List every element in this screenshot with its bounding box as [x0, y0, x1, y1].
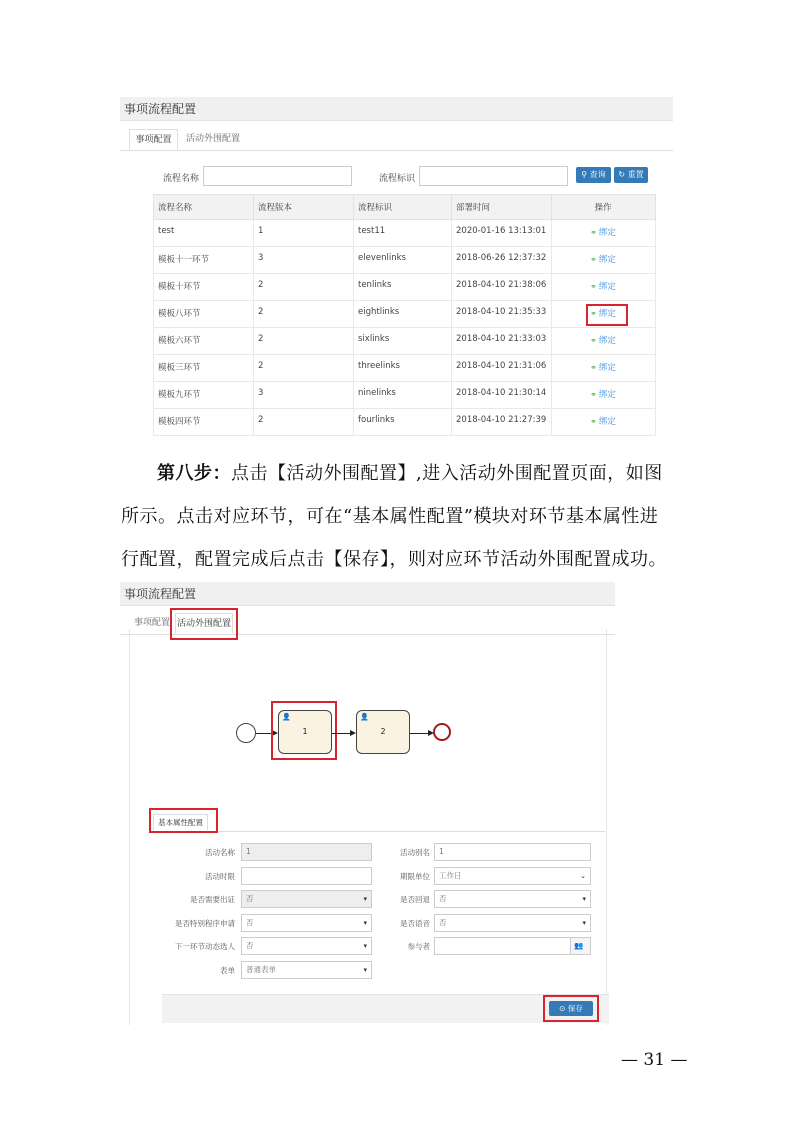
activity-name-field[interactable]: 1: [241, 843, 372, 861]
tab-bar: [120, 126, 673, 151]
activity-node-2[interactable]: [356, 710, 410, 754]
fallback-label: 是否回退: [400, 895, 430, 904]
table-row: [154, 355, 656, 382]
caret-down-icon: ▾: [363, 942, 367, 950]
cell-process-id: test11: [354, 220, 452, 247]
activity-name-label: 活动名称: [205, 848, 235, 857]
link-icon: ⚭: [590, 228, 597, 237]
end-event-circle[interactable]: [433, 723, 451, 741]
link-icon: ⚭: [590, 390, 597, 399]
process-id-input[interactable]: [419, 166, 568, 186]
panel-title-2: 事项流程配置: [120, 582, 615, 606]
search-icon: ⚲: [581, 170, 588, 179]
cell-deploy-time: 2018-04-10 21:27:39: [452, 409, 552, 436]
cell-process-id: elevenlinks: [354, 247, 452, 274]
next-select-label: 下一环节动态选人: [175, 942, 235, 951]
cell-deploy-time: 2018-06-26 12:37:32: [452, 247, 552, 274]
form-select[interactable]: [241, 961, 372, 979]
link-icon: ⚭: [590, 309, 597, 318]
cell-deploy-time: 2018-04-10 21:31:06: [452, 355, 552, 382]
header-deploy-time: 部署时间: [452, 195, 552, 220]
bind-link[interactable]: [590, 417, 616, 427]
flow-arrow-2: [332, 733, 352, 734]
limit-unit-value: 工作日: [439, 871, 462, 880]
table-row: [154, 328, 656, 355]
cell-process-id: tenlinks: [354, 274, 452, 301]
chevron-down-icon: ⌄: [580, 872, 586, 880]
link-icon: ⚭: [590, 282, 597, 291]
cell-process-name: 模板九环节: [154, 382, 254, 409]
cell-process-id: ninelinks: [354, 382, 452, 409]
form-value: 普通表单: [246, 965, 276, 974]
cell-version: 3: [254, 382, 354, 409]
cell-process-id: threelinks: [354, 355, 452, 382]
cell-action: [552, 274, 656, 301]
bind-link[interactable]: [590, 282, 616, 292]
participant-picker-button[interactable]: [570, 937, 591, 955]
participant-label: 参与者: [407, 942, 430, 951]
tab-activity-periphery-2[interactable]: 活动外围配置: [175, 613, 233, 634]
refresh-icon: ↻: [618, 170, 626, 179]
bind-link[interactable]: [590, 363, 616, 373]
limit-unit-select[interactable]: [434, 867, 591, 885]
header-version: 流程版本: [254, 195, 354, 220]
process-config-screenshot-2: [120, 582, 615, 1025]
save-button-label: 保存: [567, 1004, 583, 1013]
subtab-bar: [151, 814, 605, 832]
table-row: [154, 301, 656, 328]
node-1-label: 1: [302, 727, 308, 736]
table-row: [154, 409, 656, 436]
cell-deploy-time: 2018-04-10 21:30:14: [452, 382, 552, 409]
activity-alias-field[interactable]: 1: [434, 843, 591, 861]
highlight-basic-tab: [149, 808, 218, 833]
participant-field[interactable]: [434, 937, 571, 955]
cell-process-name: 模板六环节: [154, 328, 254, 355]
cell-process-name: 模板十环节: [154, 274, 254, 301]
table-header-row: [154, 195, 656, 220]
instruction-line-1: [121, 459, 681, 485]
link-icon: ⚭: [590, 336, 597, 345]
cell-deploy-time: 2018-04-10 21:33:03: [452, 328, 552, 355]
cell-process-name: 模板三环节: [154, 355, 254, 382]
start-event-circle[interactable]: [236, 723, 256, 743]
limit-unit-label: 期限单位: [400, 872, 430, 881]
cell-process-name: 模板四环节: [154, 409, 254, 436]
cell-version: 2: [254, 355, 354, 382]
form-label: 表单: [220, 966, 235, 975]
query-button[interactable]: [576, 167, 611, 183]
instruction-line-3: 行配置，配置完成后点击【保存】，则对应环节活动外围配置成功。: [121, 549, 667, 570]
need-cert-label: 是否需要出证: [190, 895, 235, 904]
fallback-select[interactable]: [434, 890, 591, 908]
read-value: 否: [439, 918, 447, 927]
link-icon: ⚭: [590, 417, 597, 426]
bind-link[interactable]: [590, 255, 616, 265]
cell-process-id: fourlinks: [354, 409, 452, 436]
node-2-label: 2: [380, 727, 386, 736]
link-icon: ⚭: [590, 363, 597, 372]
line1-text: 点击【活动外围配置】,进入活动外围配置页面，如图: [231, 463, 663, 484]
cell-version: 2: [254, 409, 354, 436]
cell-action: [552, 220, 656, 247]
bind-link-label: 绑定: [598, 282, 616, 292]
header-action: 操作: [552, 195, 656, 220]
cell-process-id: eightlinks: [354, 301, 452, 328]
reset-button[interactable]: [614, 167, 648, 183]
table-row: [154, 274, 656, 301]
cell-version: 1: [254, 220, 354, 247]
bind-link-label: 绑定: [598, 309, 616, 319]
form-footer-bar: [162, 994, 609, 1023]
highlight-bind-button: [586, 304, 628, 326]
tab-activity-periphery[interactable]: 活动外围配置: [185, 134, 240, 144]
process-name-label: 流程名称: [163, 174, 200, 184]
cell-deploy-time: 2018-04-10 21:38:06: [452, 274, 552, 301]
caret-down-icon: ▾: [582, 895, 586, 903]
header-process-id: 流程标识: [354, 195, 452, 220]
fallback-value: 否: [439, 894, 447, 903]
bind-link-label: 绑定: [598, 336, 616, 346]
cell-process-name: 模板十一环节: [154, 247, 254, 274]
tab-basic-properties[interactable]: 基本属性配置: [153, 814, 208, 831]
reset-button-label: 重置: [627, 170, 644, 179]
table-row: [154, 247, 656, 274]
bind-link-label: 绑定: [598, 255, 616, 265]
cell-process-name: 模板八环节: [154, 301, 254, 328]
cell-version: 3: [254, 247, 354, 274]
cell-version: 2: [254, 301, 354, 328]
table-row: [154, 382, 656, 409]
panel-title: 事项流程配置: [120, 97, 673, 121]
bind-link-label: 绑定: [598, 417, 616, 427]
table-row: [154, 220, 656, 247]
cell-action: [552, 382, 656, 409]
read-label: 是否语音: [400, 919, 430, 928]
special-proc-value: 否: [246, 918, 254, 927]
bind-link[interactable]: [590, 336, 616, 346]
bind-link-label: 绑定: [598, 390, 616, 400]
tab-item-config[interactable]: 事项配置: [129, 129, 178, 150]
caret-down-icon: ▾: [363, 966, 367, 974]
process-name-input[interactable]: [203, 166, 352, 186]
bind-link[interactable]: [590, 390, 616, 400]
cell-process-name: test: [154, 220, 254, 247]
caret-down-icon: ▾: [582, 919, 586, 927]
caret-down-icon: ▾: [363, 895, 367, 903]
special-proc-label: 是否特别程序申请: [175, 919, 235, 928]
step-label: 第八步：: [157, 463, 231, 484]
next-select-value: 否: [246, 941, 254, 950]
link-icon: ⚭: [590, 255, 597, 264]
header-process-name: 流程名称: [154, 195, 254, 220]
cell-deploy-time: 2020-01-16 13:13:01: [452, 220, 552, 247]
bind-link-label: 绑定: [598, 363, 616, 373]
cell-version: 2: [254, 328, 354, 355]
users-icon: 👥: [574, 941, 584, 950]
cell-version: 2: [254, 274, 354, 301]
activity-alias-label: 活动别名: [400, 848, 430, 857]
flow-arrow-3: [410, 733, 430, 734]
caret-down-icon: ▾: [363, 919, 367, 927]
process-config-screenshot-1: [120, 97, 673, 446]
save-icon: ⊙: [559, 1004, 566, 1013]
time-limit-label: 活动时限: [205, 872, 235, 881]
query-button-label: 查询: [589, 170, 606, 179]
need-cert-value: 否: [246, 894, 254, 903]
cell-deploy-time: 2018-04-10 21:35:33: [452, 301, 552, 328]
process-table: [153, 194, 656, 436]
read-select[interactable]: [434, 914, 591, 932]
highlight-save-button: [543, 995, 599, 1022]
process-id-label: 流程标识: [379, 174, 416, 184]
user-icon: 👤: [360, 713, 369, 721]
bind-link[interactable]: [590, 228, 616, 238]
cell-action: [552, 247, 656, 274]
bind-link-label: 绑定: [598, 228, 616, 238]
highlight-node-1: [271, 701, 337, 760]
cell-process-id: sixlinks: [354, 328, 452, 355]
cell-action: [552, 328, 656, 355]
cell-action: [552, 409, 656, 436]
cell-action: [552, 355, 656, 382]
instruction-line-2: 所示。点击对应环节，可在“基本属性配置”模块对环节基本属性进: [121, 506, 659, 527]
page-number: — 31 —: [621, 1050, 688, 1070]
user-icon: 👤: [282, 713, 291, 721]
tab-item-config-2[interactable]: 事项配置: [133, 618, 170, 628]
